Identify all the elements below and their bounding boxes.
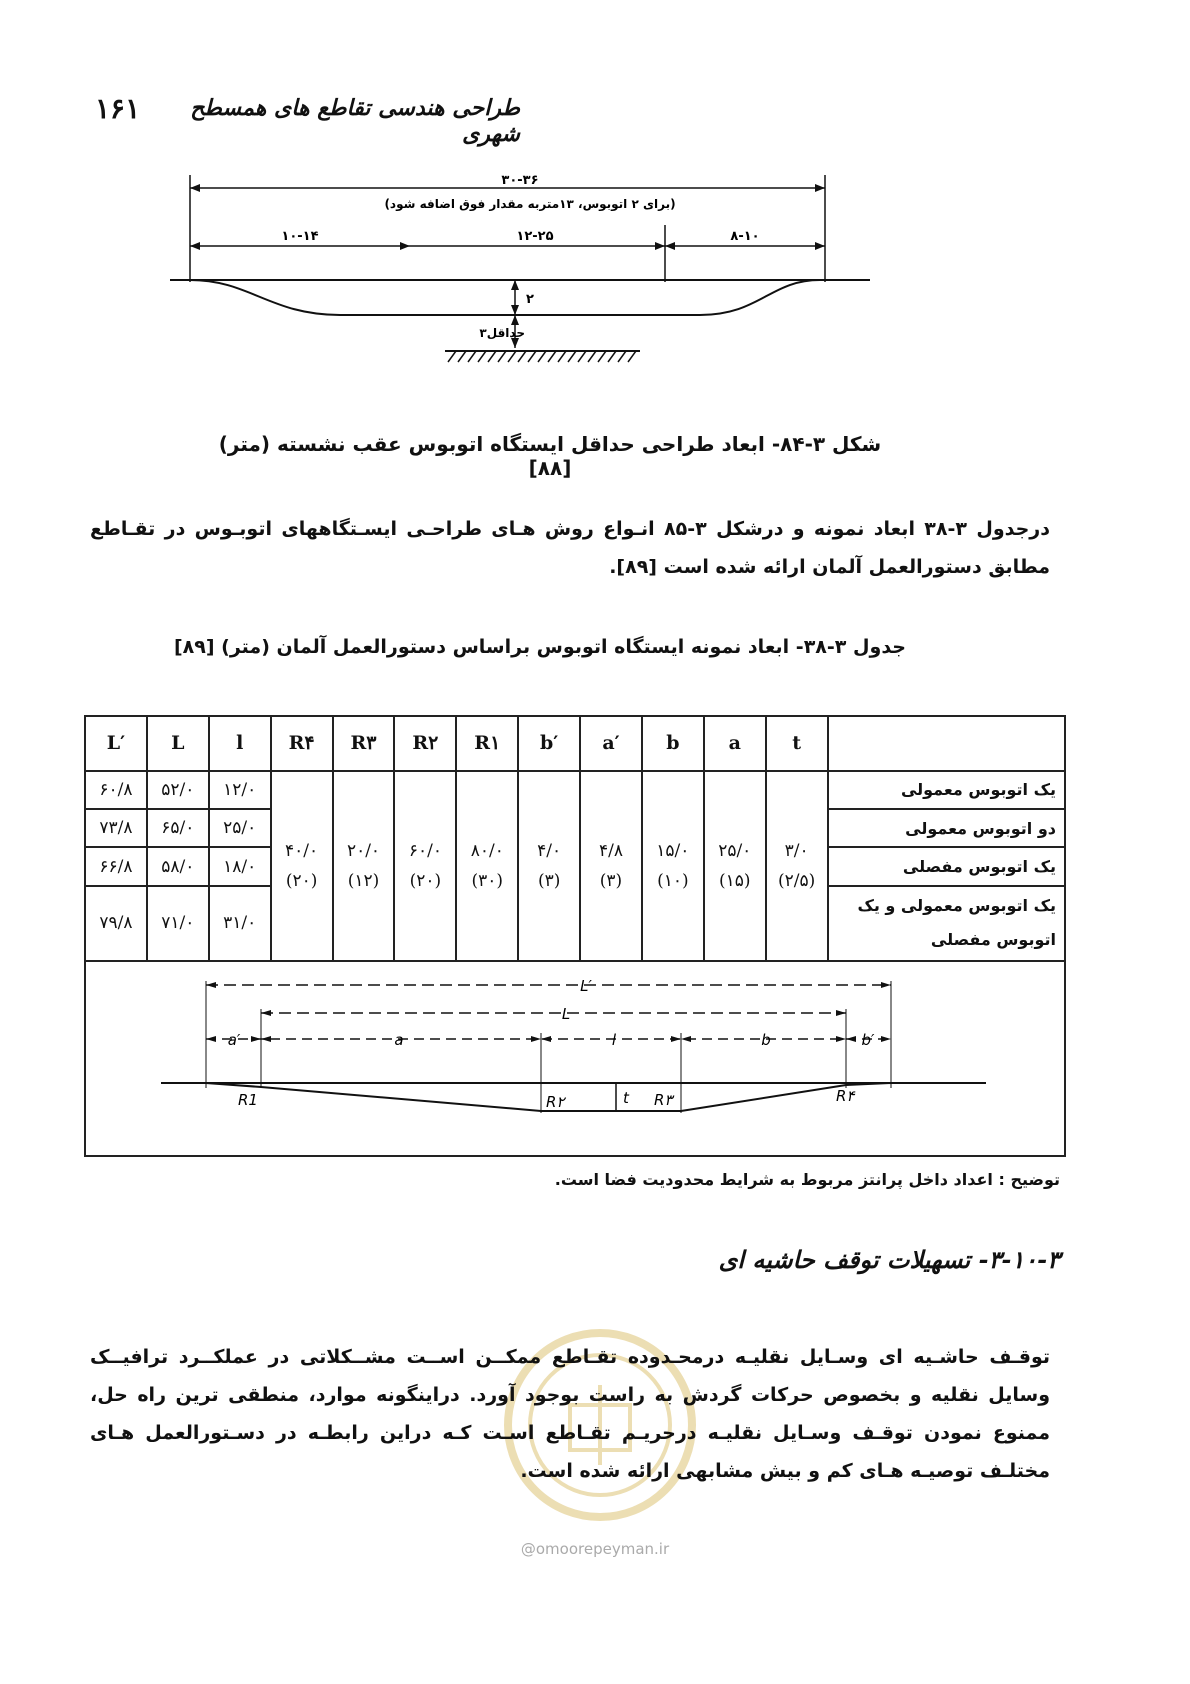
- cell-t: [766, 771, 828, 961]
- table-row: [85, 771, 1065, 809]
- header-a: a: [704, 716, 766, 771]
- watermark-text: @omoorepeyman.ir: [520, 1540, 670, 1558]
- header-empty: [828, 716, 1065, 771]
- cell-l: ۲۵/۰: [209, 809, 271, 847]
- dimensions-table: [84, 715, 1066, 1157]
- header-R4: R۴: [271, 716, 333, 771]
- cell-a: [704, 771, 766, 961]
- diagram-a-label: a: [394, 1030, 404, 1049]
- segment-middle-label: ۱۲-۲۵: [516, 229, 554, 244]
- total-dimension-note: (برای ۲ اتوبوس، ۱۳متربه مقدار فوق اضافه شود): [384, 197, 676, 211]
- row-label: یک اتوبوس مفصلی: [828, 847, 1065, 885]
- table-note: توضیح : اعداد داخل پرانتز مربوط به شرایط محدودیت فضا است.: [554, 1170, 1060, 1189]
- diagram-a-prime-label: a′: [227, 1030, 241, 1049]
- cell-R2: [394, 771, 456, 961]
- value-limited: (۱۰): [657, 870, 689, 891]
- header-b: b: [642, 716, 704, 771]
- total-dimension-label: ۳۰-۳۶: [501, 173, 539, 188]
- diagram-R2-label: R۲: [546, 1092, 565, 1111]
- page-number: ۱۶۱: [95, 92, 141, 125]
- header-l: l: [209, 716, 271, 771]
- table-header-row: [85, 716, 1065, 771]
- intro-paragraph: درجدول ۳-۳۸ ابعاد نمونه و درشکل ۳-۸۵ انـواع روش هـای طراحـی ایسـتگاههای اتوبـوس در تقـاطع مطابق دستورالعمل آلمان ارائه شده است [۸۹].: [90, 518, 1050, 578]
- bus-bay-diagram: [86, 963, 1064, 1149]
- cell-l: ۱۸/۰: [209, 847, 271, 885]
- header-R2: R۲: [394, 716, 456, 771]
- section-paragraph: توقـف حاشـیه ای وسـایل نقلیـه درمحـدوده تقـاطع ممکــن اســت مشــکلاتی در عملکــرد ترافیــک وسایل نقلیه و بخصوص حرکات گردش به راست بوجود آورد. دراینگونه موارد، منطقی ترین راه حل، ممنوع نمودن توقـف وسـایل نقلیـه درحریـم تقـاطع اسـت کـه دراین رابطـه در دسـتورالعمل هـای مختلـف توصیـه هـای کم و بیش مشابهی ارائه شده است.: [90, 1346, 1050, 1482]
- header-R3: R۳: [333, 716, 395, 771]
- value-limited: (۲۰): [409, 870, 442, 891]
- value-limited: (۱۲): [347, 870, 380, 891]
- value: ۶۰/۰: [408, 840, 442, 861]
- ground-hatching: [448, 351, 636, 362]
- header-t: t: [766, 716, 828, 771]
- row-label: دو اتوبوس معمولی: [828, 809, 1065, 847]
- diagram-L-prime-label: L′: [580, 976, 592, 995]
- cell-b: [642, 771, 704, 961]
- cell-L: ۶۵/۰: [147, 809, 209, 847]
- diagram-b-prime-label: b′: [861, 1030, 875, 1049]
- cell-R4: [271, 771, 333, 961]
- diagram-L-label: L: [561, 1004, 571, 1023]
- cell-R3: [333, 771, 395, 961]
- value-limited: (۲۰): [285, 870, 318, 891]
- row-label: یک اتوبوس معمولی: [828, 771, 1065, 809]
- section-heading: ۳-۱۰-۳- تسهیلات توقف حاشیه ای: [718, 1245, 1060, 1274]
- figure-84-diagram: [170, 170, 870, 400]
- cell-L-prime: ۷۹/۸: [85, 886, 147, 961]
- table-diagram-row: [85, 961, 1065, 1156]
- value-limited: (۳): [537, 870, 561, 891]
- segment-left-label: ۱۰-۱۴: [281, 229, 319, 244]
- header-a-prime: a′: [580, 716, 642, 771]
- cell-b-prime: [518, 771, 580, 961]
- segment-right-label: ۸-۱۰: [730, 229, 760, 244]
- header-b-prime: b′: [518, 716, 580, 771]
- value: ۱۵/۰: [656, 840, 690, 861]
- cell-L: ۷۱/۰: [147, 886, 209, 961]
- header-L-prime: L′: [85, 716, 147, 771]
- diagram-b-label: b: [761, 1030, 771, 1049]
- bus-bay-diagram-cell: [85, 961, 1065, 1156]
- cell-L-prime: ۷۳/۸: [85, 809, 147, 847]
- running-title: طراحی هندسی تقاطع های همسطح شهری: [190, 95, 520, 147]
- header-R1: R۱: [456, 716, 518, 771]
- diagram-t-label: t: [623, 1088, 629, 1107]
- diagram-l-label: l: [611, 1030, 617, 1049]
- diagram-R4-label: R۴: [836, 1086, 855, 1105]
- value: ۳/۰: [784, 840, 809, 861]
- diagram-R3-label: R۳: [654, 1090, 673, 1109]
- min-depth-label: حداقل۳: [479, 326, 525, 340]
- diagram-R1-label: R1: [238, 1090, 258, 1109]
- cell-a-prime: [580, 771, 642, 961]
- value: ۴/۸: [599, 840, 623, 861]
- row-label: یک اتوبوس معمولی و یک اتوبوس مفصلی: [828, 886, 1065, 961]
- value: ۴۰/۰: [285, 840, 319, 861]
- cell-L-prime: ۶۶/۸: [85, 847, 147, 885]
- cell-L-prime: ۶۰/۸: [85, 771, 147, 809]
- value: ۸۰/۰: [470, 840, 504, 861]
- value-limited: (۳۰): [471, 870, 504, 891]
- table-38-caption: جدول ۳-۳۸- ابعاد نمونه ایستگاه اتوبوس براساس دستورالعمل آلمان (متر) [۸۹]: [173, 636, 906, 658]
- value: ۲۵/۰: [718, 840, 752, 861]
- depth-label: ۲: [526, 292, 534, 307]
- cell-l: ۱۲/۰: [209, 771, 271, 809]
- cell-l: ۳۱/۰: [209, 886, 271, 961]
- cell-L: ۵۲/۰: [147, 771, 209, 809]
- value: ۴/۰: [537, 840, 562, 861]
- cell-L: ۵۸/۰: [147, 847, 209, 885]
- value-limited: (۱۵): [718, 870, 751, 891]
- value: ۲۰/۰: [346, 840, 381, 861]
- value-limited: (۳): [599, 870, 623, 891]
- header-L: L: [147, 716, 209, 771]
- value-limited: (۲/۵): [778, 870, 816, 891]
- figure-84-caption: شکل ۳-۸۴- ابعاد طراحی حداقل ایستگاه اتوبوس عقب نشسته (متر) [۸۸]: [218, 432, 882, 480]
- cell-R1: [456, 771, 518, 961]
